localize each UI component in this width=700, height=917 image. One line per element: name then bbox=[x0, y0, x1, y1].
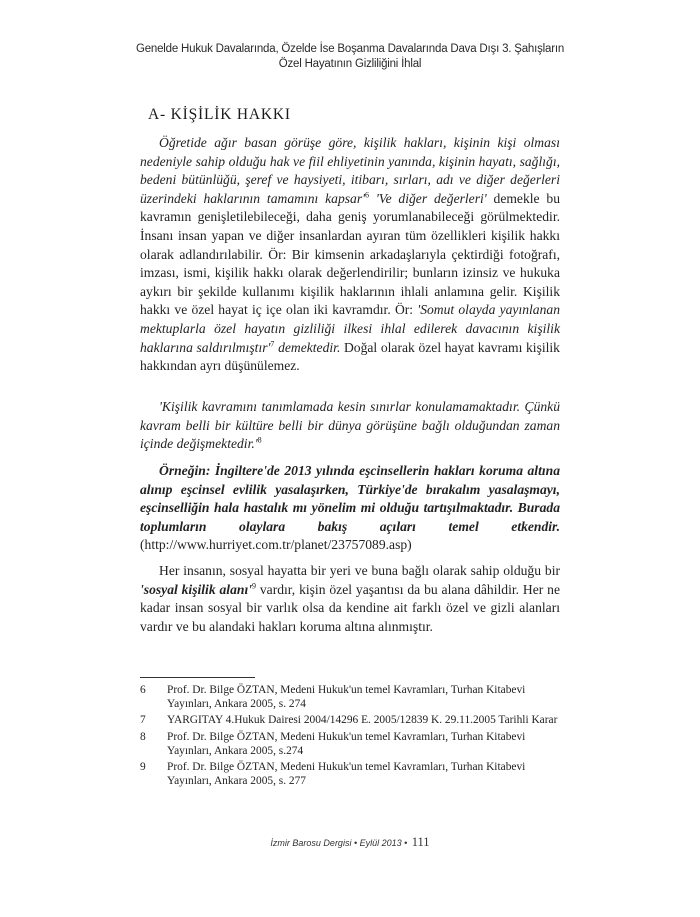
footnote-number: 8 bbox=[140, 730, 146, 743]
running-header-line-2: Özel Hayatının Gizliliğini İhlal bbox=[278, 58, 422, 70]
paragraph-1-text-a: demekle bu kavramın genişletilebileceği, daha geniş yorumlanabileceği görülmektedir. İnsanı insan yapan ve diğer insanlardan ayıran tüm özellikleri kişilik hakkı olarak adlandırılabilir. Ör: Bir kimsenin arkadaşlarıyla çektirdiği fotoğrafı, imzası, ismi, kişilik hakkı olarak değerlendirilir; bunların izinsiz ve hukuka aykırı bir şekilde kullanımı kişilik haklarının ihlali anlamına gelir. Kişilik hakkı ve özel hayat iç içe olan iki kavramdır. Ör: bbox=[140, 190, 561, 318]
footnote-text: Prof. Dr. Bilge ÖZTAN, Medeni Hukuk'un temel Kavramları, Turhan Kitabevi Yayınları, Ankara 2005, s. 274 bbox=[167, 684, 526, 711]
quote-court-ruling: 'Somut olayda yayınlanan mektuplarla özel hayatın gizliliği ilkesi ihlal edilerek davacının kişilik haklarına saldırılmıştır' bbox=[140, 302, 560, 355]
footnote-ref-7: 7 bbox=[270, 339, 275, 348]
footnote-ref-6: 6 bbox=[365, 190, 370, 200]
footnotes bbox=[140, 683, 560, 790]
paragraph-2 bbox=[140, 398, 560, 454]
footnote-divider bbox=[140, 677, 255, 678]
quote-personality-rights: Öğretide ağır basan görüşe göre, kişilik hakları, kişinin kişi olması nedeniyle sahip olduğu hak ve fiil ehliyetinin yanında, kişinin hayatı, sağlığı, bedeni bütünlüğü, şeref ve haysiyeti, itibarı, sırları, adı ve diğer değerleri üzerindeki haklarının tamamını kapsar' bbox=[140, 135, 560, 206]
quote-personality-concept: 'Kişilik kavramını tanımlamada kesin sınırlar konulamamaktadır. Çünkü kavram belli bir kültüre belli bir dünya görüşüne bağlı olduğundan zaman içinde değişmektedir.' bbox=[140, 399, 560, 452]
paragraph-3 bbox=[140, 462, 560, 555]
footnote-number: 6 bbox=[140, 684, 146, 696]
journal-name: İzmir Barosu Dergisi • Eylül 2013 • bbox=[270, 838, 408, 848]
footnote-item bbox=[140, 730, 560, 758]
paragraph-4-text-a: Her insanın, sosyal hayatta bir yeri ve buna bağlı olarak sahip olduğu bir bbox=[159, 563, 560, 578]
footnote-ref-8: 8 bbox=[257, 435, 262, 445]
page-footer bbox=[0, 833, 700, 851]
page-number: 111 bbox=[411, 835, 430, 849]
footnote-number: 7 bbox=[140, 714, 146, 727]
footnote-text: YARGITAY 4.Hukuk Dairesi 2004/14296 E. 2005/12839 K. 29.11.2005 Tarihli Karar bbox=[167, 714, 558, 727]
footnote-item bbox=[140, 683, 560, 711]
footnote-text: Prof. Dr. Bilge ÖZTAN, Medeni Hukuk'un temel Kavramları, Turhan Kitabevi Yayınları, Ankara 2005, s. 277 bbox=[167, 761, 526, 788]
running-header bbox=[130, 42, 570, 72]
paragraph-1 bbox=[140, 134, 560, 376]
quote-other-values: 'Ve diğer değerleri' bbox=[369, 190, 487, 206]
footnote-item bbox=[140, 760, 560, 788]
paragraph-1-text-b: Doğal olarak özel hayat kavramı kişilik hakkından ayrı düşünülemez. bbox=[140, 339, 560, 374]
quote-ruling-end: demektedir. bbox=[274, 339, 341, 355]
footnote-number: 9 bbox=[140, 761, 146, 774]
footnote-item bbox=[140, 713, 560, 727]
section-title: A- KİŞİLİK HAKKI bbox=[148, 106, 291, 123]
source-url: (http://www.hurriyet.com.tr/planet/23757089.asp) bbox=[140, 537, 412, 553]
paragraph-4 bbox=[140, 562, 560, 636]
footnote-ref-9: 9 bbox=[252, 581, 256, 591]
footnote-text: Prof. Dr. Bilge ÖZTAN, Medeni Hukuk'un temel Kavramları, Turhan Kitabevi Yayınları, Ankara 2005, s.274 bbox=[167, 730, 526, 757]
example-text: Örneğin: İngiltere'de 2013 yılında eşcinsellerin hakları koruma altına alınıp eşcinsel evlilik yasalaşırken, Türkiye'de bırakalım yasalaşmayı, eşcinselliğin hala hastalık mı yönelim mi olduğu tartışılmaktadır. Burada toplumların olaylara bakış açıları temel etkendir. bbox=[140, 463, 560, 534]
social-personality-term: 'sosyal kişilik alanı' bbox=[140, 581, 252, 597]
paragraph-4-text-b: vardır, kişin özel yaşantısı da bu alana dâhildir. Her ne kadar insan sosyal bir varlık olsa da kendine ait farklı özel ve gizli alanları vardır ve bu alandaki hakları koruma altına alınmıştır. bbox=[140, 581, 560, 634]
running-header-line-1: Genelde Hukuk Davalarında, Özelde İse Boşanma Davalarında Dava Dışı 3. Şahışların bbox=[135, 43, 565, 55]
